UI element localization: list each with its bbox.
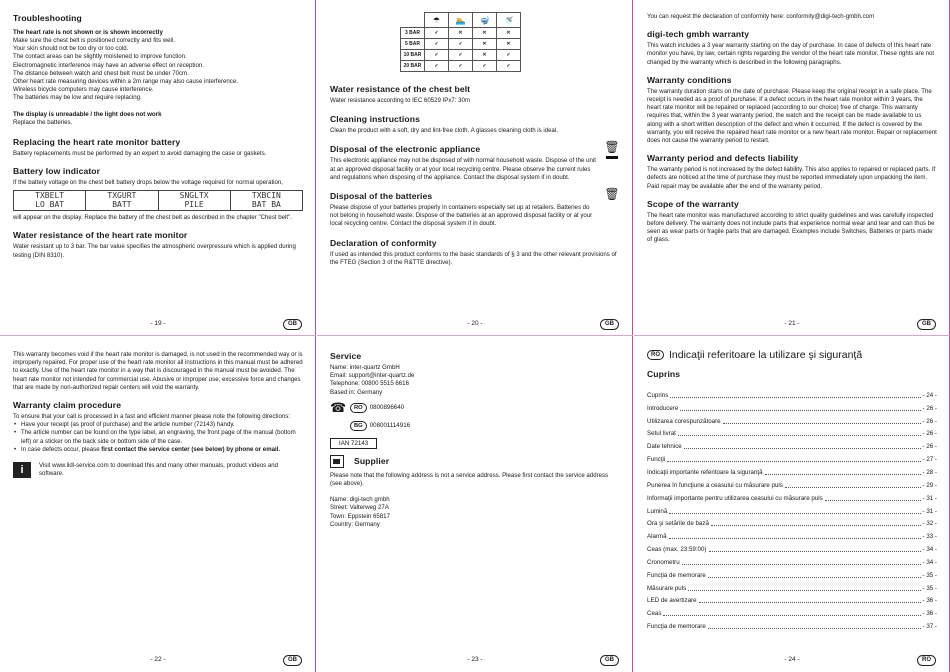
section-heading: Warranty period and defects liability xyxy=(647,153,799,164)
toc-leader xyxy=(711,521,921,526)
table-cell: ✓ xyxy=(497,50,521,61)
phone-number: 008001114916 xyxy=(369,422,411,430)
toc-label: Utilizarea corespunzătoare xyxy=(647,417,721,425)
text-line: Country: Germany xyxy=(330,520,380,528)
toc-entry xyxy=(647,505,937,518)
table-cell: ✓ xyxy=(425,50,449,61)
problem-heading-heart-rate: The heart rate is not shown or is shown incorrectly xyxy=(13,29,163,36)
language-badge: GB xyxy=(600,655,619,666)
bar-label: 5 BAR xyxy=(401,39,425,50)
toc-label: Funcţii xyxy=(647,456,666,464)
toc-page: - 35 - xyxy=(922,571,937,579)
table-row xyxy=(401,28,521,39)
paragraph: If the battery voltage on the chest belt battery drops below the voltage required for normal operation, xyxy=(13,179,283,187)
toc-entry xyxy=(647,556,937,569)
toc-page: - 26 - xyxy=(922,417,937,425)
toc-page: - 36 - xyxy=(922,597,937,605)
list-item: • The article number can be found on the type label, an engraving, the front page of the manual (bottom left) or a sticker on the back side or bottom side of the case. xyxy=(13,429,303,445)
section-heading: Warranty claim procedure xyxy=(13,400,122,411)
rain-icon: ☂ xyxy=(425,13,449,28)
section-heading: Cuprins xyxy=(647,369,681,379)
diving-icon: 🤿 xyxy=(473,13,497,28)
text-line: The distance between watch and chest belt must be under 70cm. xyxy=(13,69,189,77)
table-row xyxy=(401,39,521,50)
title-text: Indicaţii referitoare la utilizare şi siguranţă xyxy=(669,349,863,361)
troubleshooting-heading: Troubleshooting xyxy=(13,13,82,23)
toc-entry xyxy=(647,479,937,492)
directions-list xyxy=(13,421,303,454)
page-number: - 20 - xyxy=(467,320,483,327)
disposal-electronic-block xyxy=(330,140,620,182)
toc-entry xyxy=(647,543,937,556)
bar-label: 20 BAR xyxy=(401,61,425,72)
toc-leader xyxy=(667,457,920,462)
toc-label: Funcţia de memorare xyxy=(647,571,706,579)
text-line: The batteries may be low and require replacing. xyxy=(13,94,142,102)
text-line: Name: inter-quartz GmbH xyxy=(330,364,400,371)
text-line: Make sure the chest belt is positioned correctly and fits well. xyxy=(13,37,175,44)
page-footer xyxy=(0,655,316,665)
toc-entry xyxy=(647,530,937,543)
text-line: Email: support@inter-quartz.de xyxy=(330,372,415,380)
paragraph: Battery replacements must be performed by an expert to avoid damaging the case or gaskets. xyxy=(13,149,267,157)
paragraph: This warranty becomes void if the heart rate monitor is damaged, is not used in the recommended way or is improperly repaired. For proper use of the heart rate monitor all instructions in this manual must be adhered to exactly. Use of the heart rate monitor in a way that is discouraged in the manual must be avoided. The heart rate monitor not intended for commercial use. Abusive or improper use, excessive force and changes that are made by non-authorized repair centers will void the warranty. xyxy=(13,351,303,391)
toc-leader xyxy=(670,393,920,398)
phone-number: 0800896640 xyxy=(369,404,405,412)
section-heading: Warranty conditions xyxy=(647,74,732,85)
manual-page-23 xyxy=(317,336,633,672)
toc-leader xyxy=(699,598,921,603)
toc-leader xyxy=(765,470,921,475)
bar-label: 3 BAR xyxy=(401,28,425,39)
text-line: Based in: Germany xyxy=(330,388,383,396)
toc-leader xyxy=(709,547,921,552)
toc-entry xyxy=(647,569,937,582)
table-row xyxy=(401,61,521,72)
section-heading: Disposal of the electronic appliance xyxy=(330,144,481,155)
table-cell: ✓ xyxy=(449,39,473,50)
paragraph: will appear on the display. Replace the battery of the chest belt as described in the chapter "Chest belt". xyxy=(13,214,292,222)
paragraph: The warranty duration starts on the date of purchase. Please keep the original receipt in a safe place. The receipt is needed as a proof of purchase. If a defect occurs in the heart rate monitor within 3 years, the heart rate monitor will be repaired or replaced (according to our choice) free of charge. This warranty requires that, within the 3 year warranty period, the watch and the receipt can be made available to us along with a short written description of the defect and when it occurred. If the defect is covered by the warranty, you will receive the repaired heart rate monitor or a new heart rate monitor. Repair or replacement does not cause the warranty period to restart. xyxy=(647,87,937,145)
toc-label: Cuprins xyxy=(647,391,669,399)
toc-page: - 28 - xyxy=(922,468,937,476)
page-number: - 19 - xyxy=(150,320,166,327)
toc-entry xyxy=(647,402,937,415)
table-cell: ✕ xyxy=(473,50,497,61)
toc-leader xyxy=(682,560,921,565)
table-cell: ✓ xyxy=(449,50,473,61)
toc-page: - 29 - xyxy=(922,481,937,489)
lcd-cell: TXBCIN BAT BA xyxy=(251,191,281,209)
manual-page-24 xyxy=(634,336,950,672)
problem-lines xyxy=(13,37,303,103)
toc-entry xyxy=(647,582,937,595)
toc-label: Indicaţii importante referitoare la siguranţă xyxy=(647,468,763,476)
section-heading: Replacing the heart rate monitor battery xyxy=(13,136,181,147)
toc-label: Ceas (max. 23:59:00) xyxy=(647,546,707,554)
table-row xyxy=(401,50,521,61)
lcd-cell: TXBELT LO BAT xyxy=(14,191,86,210)
table-cell: ✓ xyxy=(425,28,449,39)
section-heading: Supplier xyxy=(354,456,390,467)
toc-leader xyxy=(825,496,921,501)
table-cell: ✓ xyxy=(497,61,521,72)
disposal-batteries-block xyxy=(330,187,620,229)
language-badge: RO xyxy=(647,350,664,360)
text-line: Replace the batteries. xyxy=(13,118,73,126)
table-of-contents xyxy=(647,389,937,633)
shower-icon: 🚿 xyxy=(497,13,521,28)
text-line: Your skin should not be too dry or too cold. xyxy=(13,45,129,53)
lcd-indicator-strip xyxy=(13,190,303,211)
ian-box: IAN 72143 xyxy=(330,438,377,449)
toc-entry xyxy=(647,466,937,479)
paragraph: You can request the declaration of conformity here: conformity@digi-tech-gmbh.com xyxy=(647,13,875,20)
toc-leader xyxy=(663,611,920,616)
page-number: - 22 - xyxy=(150,656,166,663)
toc-page: - 35 - xyxy=(922,584,937,592)
toc-entry xyxy=(647,607,937,620)
crossed-bin-icon: 🗑 xyxy=(604,187,620,202)
toc-leader xyxy=(723,419,921,424)
toc-entry xyxy=(647,492,937,505)
section-heading: Water resistance of the heart rate monitor xyxy=(13,230,188,241)
toc-page: - 26 - xyxy=(922,430,937,438)
paragraph: Please note that the following address is not a service address. Please first contact the service address (see above). xyxy=(330,471,609,488)
water-resistance-table xyxy=(400,12,521,72)
section-heading: Water resistance of the chest belt xyxy=(330,84,471,94)
text-line: Other heart rate measuring devices within a 2m range may also cause interference. xyxy=(13,78,238,86)
language-badge: GB xyxy=(283,655,302,666)
paragraph: Clean the product with a soft, dry and lint-free cloth. A glasses cleaning cloth is ideal. xyxy=(330,127,558,135)
page-title xyxy=(647,349,937,361)
paragraph: The heart rate monitor was manufactured according to strict quality guidelines and was carefully inspected before delivery. The warranty does not include parts that experience normal wear and tear and can thus be seen as wear parts or fragile parts that are damaged. Examples include Switches, Batteries or parts made of glass. xyxy=(647,211,935,244)
country-badge: BG xyxy=(350,421,367,431)
manual-page-19 xyxy=(0,0,316,336)
toc-entry xyxy=(647,428,937,441)
toc-label: Ora şi setările de bază xyxy=(647,520,709,528)
supplier-header xyxy=(330,455,620,468)
toc-label: Informaţii importante pentru utilizarea ceasului cu măsurare puls xyxy=(647,494,823,502)
section-heading: Service xyxy=(330,351,362,361)
crossed-bin-icon: 🗑 xyxy=(604,140,620,158)
toc-page: - 31 - xyxy=(922,507,937,515)
text-line: Telephone: 00800 5515 6616 xyxy=(330,380,409,388)
phone-row-ro xyxy=(330,400,620,416)
toc-entry xyxy=(647,453,937,466)
info-icon: i xyxy=(13,462,31,478)
toc-page: - 36 - xyxy=(922,610,937,618)
text-line: Electromagnetic interference may have an adverse effect on reception. xyxy=(13,61,204,69)
toc-page: - 26 - xyxy=(922,404,937,412)
list-item: • In case defects occur, please first contact the service center (see below) by phone or email. xyxy=(13,446,303,454)
toc-leader xyxy=(684,444,921,449)
page-number: - 24 - xyxy=(784,656,800,663)
toc-leader xyxy=(669,534,921,539)
toc-page: - 34 - xyxy=(922,546,937,554)
toc-label: Funcţia de memorare xyxy=(647,623,706,631)
section-heading: Scope of the warranty xyxy=(647,198,739,209)
page-number: - 23 - xyxy=(467,656,483,663)
table-cell: ✕ xyxy=(497,28,521,39)
toc-leader xyxy=(688,586,920,591)
table-cell: ✕ xyxy=(473,28,497,39)
toc-entry xyxy=(647,440,937,453)
language-badge: RO xyxy=(917,655,936,666)
page-footer xyxy=(317,655,633,665)
toc-page: - 24 - xyxy=(922,391,937,399)
page-footer xyxy=(317,319,633,329)
lcd-cell: TXGURT BATT xyxy=(86,191,158,210)
toc-leader xyxy=(678,431,921,436)
toc-label: Setul livrat xyxy=(647,430,676,438)
page-footer xyxy=(634,655,950,665)
toc-page: - 31 - xyxy=(922,494,937,502)
section-heading: Battery low indicator xyxy=(13,166,101,177)
table-cell: ✓ xyxy=(449,61,473,72)
paragraph: Visit www.lidl-service.com to download this and many other manuals, product videos and software. xyxy=(39,462,279,478)
page-footer xyxy=(0,319,316,329)
page-number: - 21 - xyxy=(784,320,800,327)
table-cell: ✕ xyxy=(497,39,521,50)
table-cell: ✓ xyxy=(425,39,449,50)
toc-leader xyxy=(785,483,921,488)
section-heading: Disposal of the batteries xyxy=(330,191,433,202)
toc-label: Măsurare puls xyxy=(647,584,687,592)
bar-label: 10 BAR xyxy=(401,50,425,61)
paragraph: To ensure that your call is processed in a fast and efficient manner please note the following directions: xyxy=(13,413,290,421)
swimming-icon: 🏊 xyxy=(449,13,473,28)
factory-icon xyxy=(330,455,344,468)
toc-label: Alarmă xyxy=(647,533,667,541)
section-heading: Declaration of conformity xyxy=(330,237,437,248)
phone-icon: ☎ xyxy=(330,399,347,415)
table-cell: ✕ xyxy=(473,39,497,50)
toc-entry xyxy=(647,389,937,402)
toc-leader xyxy=(708,624,921,629)
toc-page: - 34 - xyxy=(922,558,937,566)
manual-page-21 xyxy=(634,0,950,336)
problem-heading-display: The display is unreadable / the light does not work xyxy=(13,110,162,118)
language-badge: GB xyxy=(917,319,936,330)
paragraph: The warranty period is not increased by the defect liability. This also applies to repaired or replaced parts. If defects are noticed at the time of purchase they must be reported immediately upon unpacking the item. Paid repair may be available after the end of the warranty period. xyxy=(647,166,936,190)
toc-entry xyxy=(647,517,937,530)
table-cell: ✓ xyxy=(473,61,497,72)
paragraph: Water resistant up to 3 bar. The bar value specifies the atmospheric overpressure which is applied during testing (DIN 8310). xyxy=(13,243,296,259)
toc-entry xyxy=(647,415,937,428)
text-line: Name: digi-tech gmbh xyxy=(330,496,390,504)
toc-page: - 32 - xyxy=(922,520,937,528)
toc-label: Punerea în funcţiune a ceasului cu măsurare puls xyxy=(647,481,783,489)
toc-label: LED de avertizare xyxy=(647,597,697,605)
lcd-cell: SNGLTX PILE xyxy=(159,191,231,210)
section-heading: digi-tech gmbh warranty xyxy=(647,29,750,40)
manual-page-20 xyxy=(317,0,633,336)
toc-leader xyxy=(669,509,920,514)
language-badge: GB xyxy=(283,319,302,330)
toc-leader xyxy=(708,573,921,578)
section-heading: Cleaning instructions xyxy=(330,114,420,125)
toc-label: Date tehnice xyxy=(647,443,682,451)
info-note xyxy=(13,462,303,478)
table-cell: ✕ xyxy=(449,28,473,39)
toc-label: Lumină xyxy=(647,507,668,515)
country-badge: RO xyxy=(350,403,367,413)
toc-entry xyxy=(647,620,937,633)
text-line: Wireless bicycle computers may cause interference. xyxy=(13,86,154,94)
manual-page-22 xyxy=(0,336,316,672)
paragraph: If used as intended this product conforms to the basic standards of § 3 and the other relevant provisions of the FTEG (Section 3 of the R&TTE directive). xyxy=(330,250,617,266)
toc-page: - 33 - xyxy=(922,533,937,541)
table-cell: ✓ xyxy=(425,61,449,72)
toc-label: Cronometru xyxy=(647,558,680,566)
text-line: The contact areas can be slightly moistened to improve function. xyxy=(13,53,187,61)
paragraph: Water resistance according to IEC 60529 IPx7: 30m xyxy=(330,97,470,104)
toc-entry xyxy=(647,595,937,608)
paragraph: Please dispose of your batteries properly in containers especially set up at retailers. Batteries do not belong in household waste. Dispose of the batteries at an approved disposal facility or at your local recycling centre. Contact the disposal system if in doubt. xyxy=(330,204,593,228)
toc-label: Introducere xyxy=(647,404,679,412)
text-line: Town: Eppstein 65817 xyxy=(330,512,390,520)
toc-label: Ceas xyxy=(647,610,662,618)
toc-leader xyxy=(680,406,920,411)
toc-page: - 27 - xyxy=(922,456,937,464)
paragraph: This watch includes a 3 year warranty starting on the day of purchase. In case of defects of this heart rate monitor you have, by law, certain rights regarding the vendor of the heart rate monitor. These rights are not changed by the warranty which is described in the following paragraphs. xyxy=(647,42,935,66)
language-badge: GB xyxy=(600,319,619,330)
text-line: Street: Valterweg 27A xyxy=(330,504,389,512)
toc-page: - 37 - xyxy=(922,623,937,631)
page-footer xyxy=(634,319,950,329)
toc-page: - 26 - xyxy=(922,443,937,451)
phone-row-bg xyxy=(330,421,620,431)
list-item: • Have your receipt (as proof of purchase) and the article number (72143) handy. xyxy=(13,421,303,429)
paragraph: This electronic appliance may not be disposed of with normal household waste. Dispose of the unit at an approved disposal facility or at your local recycling centre. Please observe the current rules and regulations when disposing of the appliance. Contact the disposal system if in doubt. xyxy=(330,157,596,181)
